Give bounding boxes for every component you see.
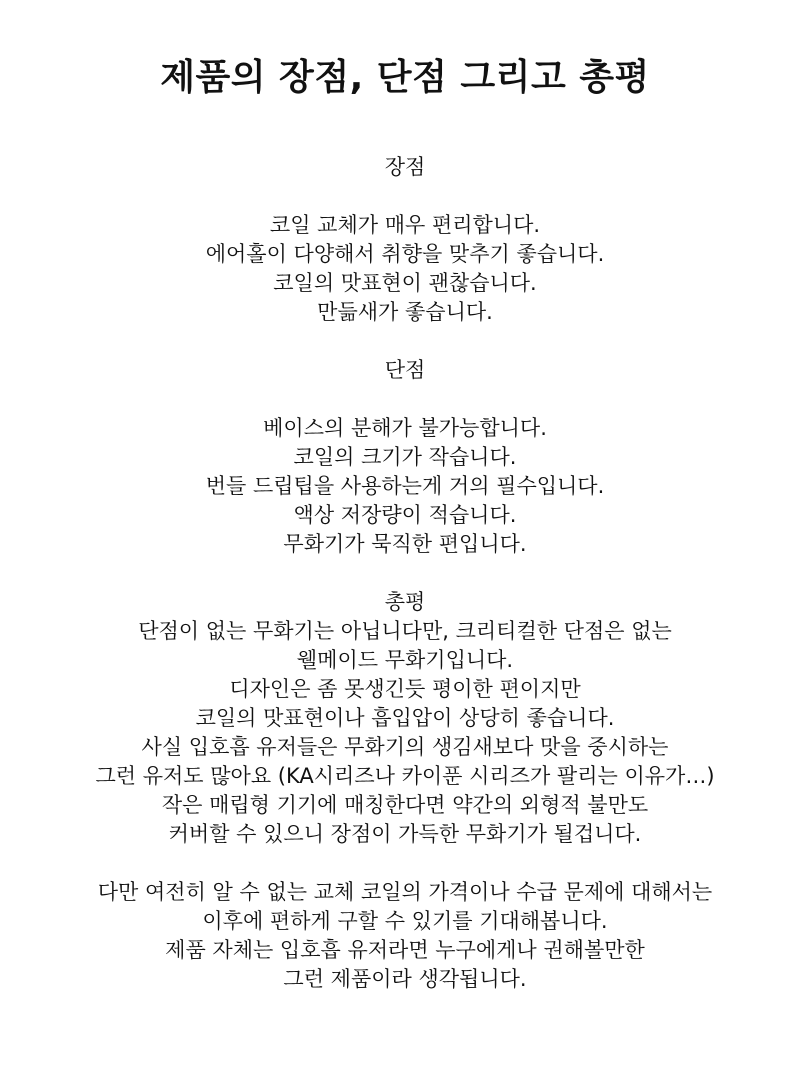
pros-line: 에어홀이 다양해서 취향을 맞추기 좋습니다. xyxy=(205,242,605,266)
pros-line: 만듦새가 좋습니다. xyxy=(317,300,493,324)
summary-line: 그런 유저도 많아요 (KA시리즈나 카이푼 시리즈가 팔리는 이유가…) xyxy=(95,764,715,788)
summary-heading: 총평 xyxy=(384,590,426,614)
pros-heading: 장점 xyxy=(384,155,426,179)
cons-line: 번들 드립팁을 사용하는게 거의 필수입니다. xyxy=(205,474,605,498)
cons-line: 액상 저장량이 적습니다. xyxy=(293,503,517,527)
pros-line: 코일의 맛표현이 괜찮습니다. xyxy=(273,271,537,295)
summary-line: 작은 매립형 기기에 매칭한다면 약간의 외형적 불만도 xyxy=(161,793,649,817)
summary-line: 단점이 없는 무화기는 아닙니다만, 크리티컬한 단점은 없는 xyxy=(138,619,672,643)
closing-line: 다만 여전히 알 수 없는 교체 코일의 가격이나 수급 문제에 대해서는 xyxy=(97,880,713,904)
summary-line: 커버할 수 있으니 장점이 가득한 무화기가 될겁니다. xyxy=(168,822,642,846)
cons-line: 코일의 크기가 작습니다. xyxy=(293,445,517,469)
closing-line: 이후에 편하게 구할 수 있기를 기대해봅니다. xyxy=(202,909,608,933)
cons-line: 무화기가 묵직한 편입니다. xyxy=(283,532,527,556)
cons-line: 베이스의 분해가 불가능합니다. xyxy=(263,416,547,440)
summary-line: 디자인은 좀 못생긴듯 평이한 편이지만 xyxy=(229,677,581,701)
pros-line: 코일 교체가 매우 편리합니다. xyxy=(269,213,541,237)
cons-heading: 단점 xyxy=(384,358,426,382)
page-title: 제품의 장점, 단점 그리고 총평 xyxy=(160,57,650,98)
summary-line: 웰메이드 무화기입니다. xyxy=(296,648,514,672)
closing-line: 제품 자체는 입호흡 유저라면 누구에게나 권해볼만한 xyxy=(165,938,645,962)
summary-line: 코일의 맛표현이나 흡입압이 상당히 좋습니다. xyxy=(195,706,615,730)
closing-line: 그런 제품이라 생각됩니다. xyxy=(283,967,527,991)
summary-line: 사실 입호흡 유저들은 무화기의 생김새보다 맛을 중시하는 xyxy=(141,735,669,759)
